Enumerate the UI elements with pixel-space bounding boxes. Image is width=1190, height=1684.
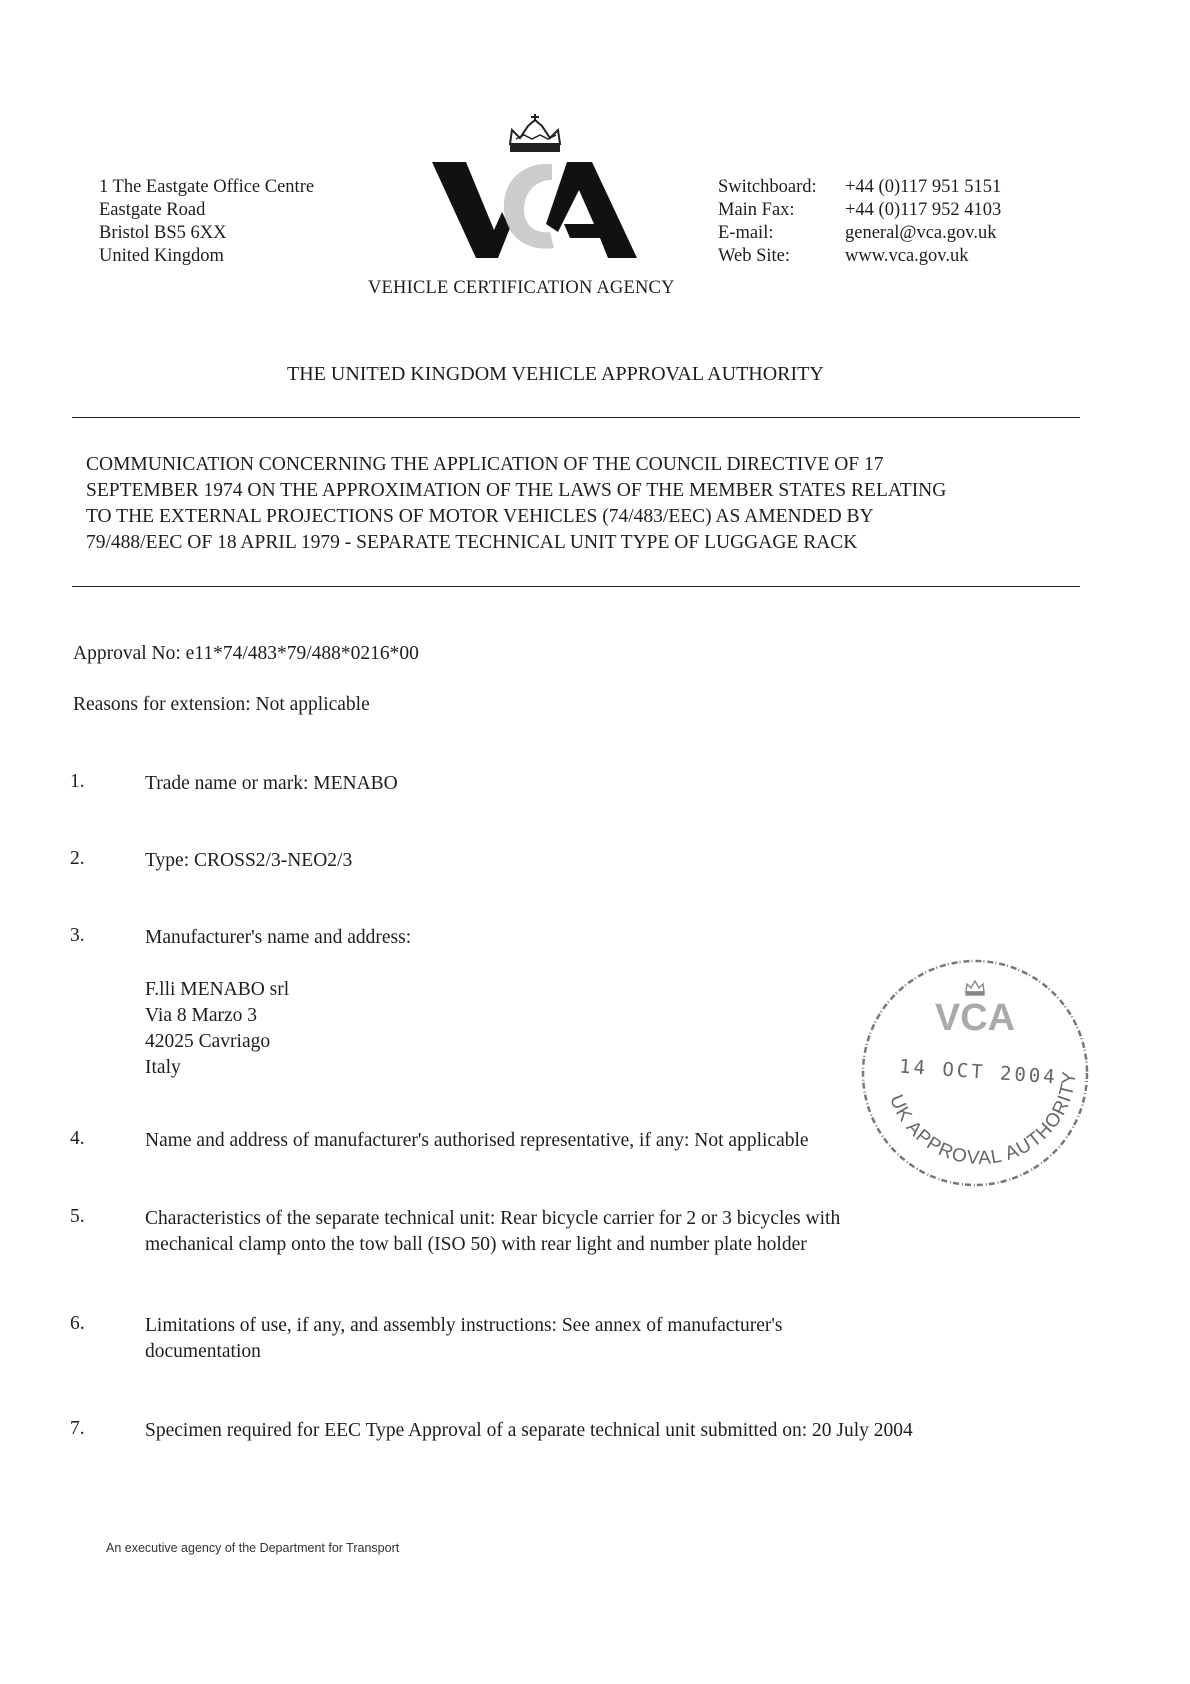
contact-label: Switchboard: bbox=[718, 177, 817, 197]
contact-value: +44 (0)117 952 4103 bbox=[845, 200, 1002, 220]
stamp-ring-text: UK APPROVAL AUTHORITY bbox=[885, 1069, 1081, 1170]
footer-note: An executive agency of the Department for Transport bbox=[106, 1541, 400, 1555]
contact-block bbox=[718, 176, 1001, 268]
agency-name: VEHICLE CERTIFICATION AGENCY bbox=[368, 278, 675, 298]
contact-label: Main Fax: bbox=[718, 200, 795, 220]
manufacturer-address bbox=[145, 977, 289, 1081]
item-number: 6. bbox=[70, 1313, 85, 1334]
manufacturer-line: F.lli MENABO srl bbox=[145, 979, 290, 1000]
communication-line: 79/488/EEC OF 18 APRIL 1979 - SEPARATE TECHNICAL UNIT TYPE OF LUGGAGE RACK bbox=[86, 532, 858, 553]
contact-label: Web Site: bbox=[718, 246, 790, 266]
manufacturer-line: Italy bbox=[145, 1057, 181, 1078]
crown-icon bbox=[510, 114, 560, 151]
communication-line: TO THE EXTERNAL PROJECTIONS OF MOTOR VEHICLES (74/483/EEC) AS AMENDED BY bbox=[86, 506, 874, 527]
item-limitations bbox=[145, 1313, 782, 1365]
item-type: Type: CROSS2/3-NEO2/3 bbox=[145, 850, 353, 871]
item-number: 7. bbox=[70, 1418, 85, 1439]
item-number: 2. bbox=[70, 848, 85, 869]
item-representative: Name and address of manufacturer's authorised representative, if any: Not applicable bbox=[145, 1130, 809, 1151]
reasons-for-extension: Reasons for extension: Not applicable bbox=[73, 694, 370, 715]
divider bbox=[72, 586, 1080, 587]
contact-website bbox=[718, 245, 1001, 268]
address-line: 1 The Eastgate Office Centre bbox=[99, 177, 315, 197]
stamp-logo-text: VCA bbox=[934, 997, 1016, 1039]
item-specimen-date: Specimen required for EEC Type Approval of a separate technical unit submitted on: 20 July 2004 bbox=[145, 1420, 913, 1441]
item-text-line: mechanical clamp onto the tow ball (ISO 50) with rear light and number plate holder bbox=[145, 1234, 807, 1255]
contact-fax bbox=[718, 199, 1001, 222]
contact-value[interactable]: www.vca.gov.uk bbox=[845, 246, 969, 266]
communication-heading bbox=[86, 452, 1086, 556]
vca-logo bbox=[432, 112, 637, 262]
item-text-line: documentation bbox=[145, 1341, 261, 1362]
manufacturer-line: Via 8 Marzo 3 bbox=[145, 1005, 258, 1026]
item-trade-name: Trade name or mark: MENABO bbox=[145, 773, 398, 794]
contact-value[interactable]: general@vca.gov.uk bbox=[845, 223, 997, 243]
address-line: Bristol BS5 6XX bbox=[99, 223, 227, 243]
address-line: Eastgate Road bbox=[99, 200, 206, 220]
contact-value: +44 (0)117 951 5151 bbox=[845, 177, 1002, 197]
address-line: United Kingdom bbox=[99, 246, 224, 266]
item-number: 3. bbox=[70, 925, 85, 946]
item-text-line: Limitations of use, if any, and assembly instructions: See annex of manufacturer's bbox=[145, 1315, 783, 1336]
item-text-line: Characteristics of the separate technical unit: Rear bicycle carrier for 2 or 3 bicycles with bbox=[145, 1208, 841, 1229]
item-characteristics bbox=[145, 1206, 840, 1258]
item-number: 5. bbox=[70, 1206, 85, 1227]
communication-line: COMMUNICATION CONCERNING THE APPLICATION OF THE COUNCIL DIRECTIVE OF 17 bbox=[86, 454, 884, 475]
approval-stamp bbox=[850, 948, 1100, 1198]
divider bbox=[72, 417, 1080, 418]
logo-letter-a bbox=[546, 162, 637, 258]
item-number: 1. bbox=[70, 771, 85, 792]
communication-line: SEPTEMBER 1974 ON THE APPROXIMATION OF THE LAWS OF THE MEMBER STATES RELATING bbox=[86, 480, 947, 501]
authority-title: THE UNITED KINGDOM VEHICLE APPROVAL AUTHORITY bbox=[287, 363, 824, 385]
stamp-date: 14 OCT 2004 bbox=[898, 1055, 1059, 1089]
approval-number: Approval No: e11*74/483*79/488*0216*00 bbox=[73, 643, 419, 664]
office-address bbox=[99, 176, 314, 268]
logo-text: VCA bbox=[432, 112, 435, 113]
logo-letter-c bbox=[504, 164, 554, 249]
item-manufacturer: Manufacturer's name and address: bbox=[145, 927, 412, 948]
crown-icon bbox=[966, 981, 984, 995]
contact-switchboard bbox=[718, 176, 1001, 199]
contact-email bbox=[718, 222, 1001, 245]
contact-label: E-mail: bbox=[718, 223, 774, 243]
item-number: 4. bbox=[70, 1128, 85, 1149]
manufacturer-line: 42025 Cavriago bbox=[145, 1031, 271, 1052]
logo-letter-v bbox=[432, 162, 510, 258]
